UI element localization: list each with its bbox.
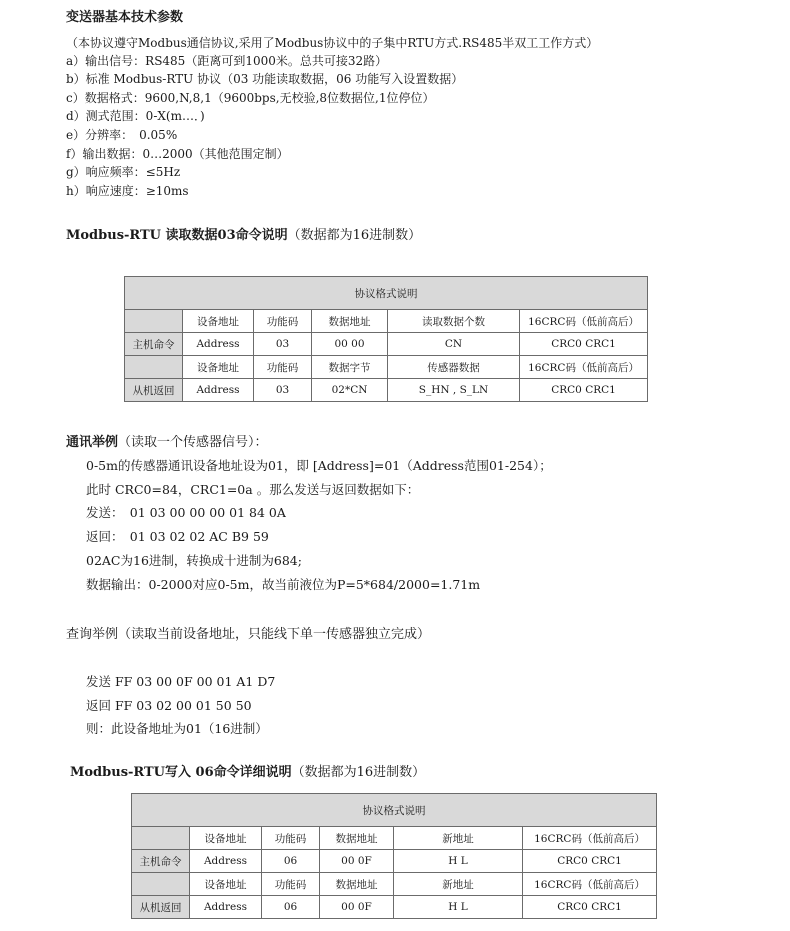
row-label-master: 主机命令	[132, 850, 190, 873]
example-line: 0-5m的传感器通讯设备地址设为01，即 [Address]=01（Address范围01-254）；	[86, 458, 552, 473]
example-line: 发送： 01 03 00 00 00 01 84 0A	[86, 505, 286, 520]
table-cell: Address	[183, 333, 254, 356]
table-cell: 数据字节	[312, 356, 388, 379]
example-line: 返回： 01 03 02 02 AC B9 59	[86, 529, 269, 544]
table-cell: 数据地址	[320, 827, 394, 850]
table-cell: 03	[254, 379, 312, 402]
example-line: 02AC为16进制，转换成十进制为684;	[86, 553, 302, 568]
table-cell: 新地址	[394, 873, 523, 896]
table-row	[132, 850, 657, 873]
query-line: 则：此设备地址为01（16进制）	[86, 721, 268, 736]
table-cell	[125, 310, 183, 333]
write06-heading-text: Modbus-RTU写入 06命令详细说明	[70, 765, 292, 780]
table-cell: 00 00	[312, 333, 388, 356]
table-header: 协议格式说明	[125, 277, 648, 310]
table-cell: 02*CN	[312, 379, 388, 402]
query-heading: 查询举例（读取当前设备地址，只能线下单一传感器独立完成）	[66, 627, 431, 642]
spec-line: e）分辨率： 0.05%	[66, 128, 178, 142]
example-line: 数据输出：0-2000对应0-5m，故当前液位为P=5*684/2000=1.71m	[86, 577, 481, 592]
table-cell: 数据地址	[320, 873, 394, 896]
table-cell: 00 0F	[320, 850, 394, 873]
table-header: 协议格式说明	[132, 794, 657, 827]
table-cell: CRC0 CRC1	[523, 896, 657, 919]
read03-heading-note: （数据都为16进制数）	[287, 228, 422, 243]
table-cell: CRC0 CRC1	[520, 379, 648, 402]
table-cell	[132, 873, 190, 896]
table-row	[125, 379, 648, 402]
table-row	[132, 896, 657, 919]
table-cell: 03	[254, 333, 312, 356]
table-cell: 读取数据个数	[388, 310, 520, 333]
example-line: 此时 CRC0=84，CRC1=0a 。那么发送与返回数据如下：	[86, 482, 420, 497]
spec-line: d）测式范围：0-X(m…．)	[66, 109, 205, 123]
table-cell: 16CRC码（低前高后）	[523, 827, 657, 850]
table-cell: 传感器数据	[388, 356, 520, 379]
read03-protocol-table	[124, 276, 648, 402]
table-cell: 00 0F	[320, 896, 394, 919]
table-cell: 16CRC码（低前高后）	[520, 310, 648, 333]
table-cell: Address	[190, 896, 262, 919]
table-cell: H L	[394, 850, 523, 873]
table-cell: 16CRC码（低前高后）	[523, 873, 657, 896]
spec-line: f）输出数据：0…2000（其他范围定制）	[66, 147, 289, 161]
table-cell: 06	[262, 850, 320, 873]
table-cell: 设备地址	[183, 356, 254, 379]
spec-line: a）输出信号：RS485（距离可到1000米。总共可接32路）	[66, 54, 388, 68]
spec-line: g）响应频率：≤5Hz	[66, 165, 181, 179]
table-cell: 功能码	[262, 873, 320, 896]
table-cell: 16CRC码（低前高后）	[520, 356, 648, 379]
write06-protocol-table	[131, 793, 657, 919]
spec-line: c）数据格式：9600,N,8,1（9600bps,无校验,8位数据位,1位停位）	[66, 91, 435, 105]
table-cell: H L	[394, 896, 523, 919]
example-heading	[66, 431, 268, 450]
spec-line: b）标准 Modbus-RTU 协议（03 功能读取数据，06 功能写入设置数据）	[66, 72, 464, 86]
query-line: 返回 FF 03 02 00 01 50 50	[86, 698, 252, 713]
table-row	[125, 356, 648, 379]
row-label-master: 主机命令	[125, 333, 183, 356]
table-cell: CRC0 CRC1	[520, 333, 648, 356]
table-cell: S_HN , S_LN	[388, 379, 520, 402]
example-heading-text: 通讯举例	[66, 435, 119, 450]
table-row	[132, 873, 657, 896]
table-cell: Address	[190, 850, 262, 873]
table-cell: 新地址	[394, 827, 523, 850]
table-cell: 06	[262, 896, 320, 919]
table-row	[125, 310, 648, 333]
table-cell: 设备地址	[190, 873, 262, 896]
spec-line: h）响应速度：≥10ms	[66, 184, 189, 198]
row-label-slave: 从机返回	[125, 379, 183, 402]
table-cell	[132, 827, 190, 850]
table-cell: CN	[388, 333, 520, 356]
query-line: 发送 FF 03 00 0F 00 01 A1 D7	[86, 674, 276, 689]
table-cell	[125, 356, 183, 379]
table-cell: 设备地址	[183, 310, 254, 333]
table-cell: Address	[183, 379, 254, 402]
write06-heading-note: （数据都为16进制数）	[291, 765, 426, 780]
table-cell: 功能码	[254, 356, 312, 379]
read03-heading-text: Modbus-RTU 读取数据03命令说明	[66, 228, 288, 243]
spec-line: （本协议遵守Modbus通信协议,采用了Modbus协议中的子集中RTU方式.RS485半双工工作方式）	[66, 36, 599, 50]
table-row	[125, 333, 648, 356]
read03-heading	[66, 224, 421, 243]
table-cell: CRC0 CRC1	[523, 850, 657, 873]
row-label-slave: 从机返回	[132, 896, 190, 919]
example-heading-note: （读取一个传感器信号）：	[118, 435, 268, 450]
table-cell: 数据地址	[312, 310, 388, 333]
table-cell: 设备地址	[190, 827, 262, 850]
write06-heading	[70, 761, 425, 780]
section-title: 变送器基本技术参数	[66, 10, 184, 25]
table-row	[132, 827, 657, 850]
table-cell: 功能码	[262, 827, 320, 850]
table-cell: 功能码	[254, 310, 312, 333]
